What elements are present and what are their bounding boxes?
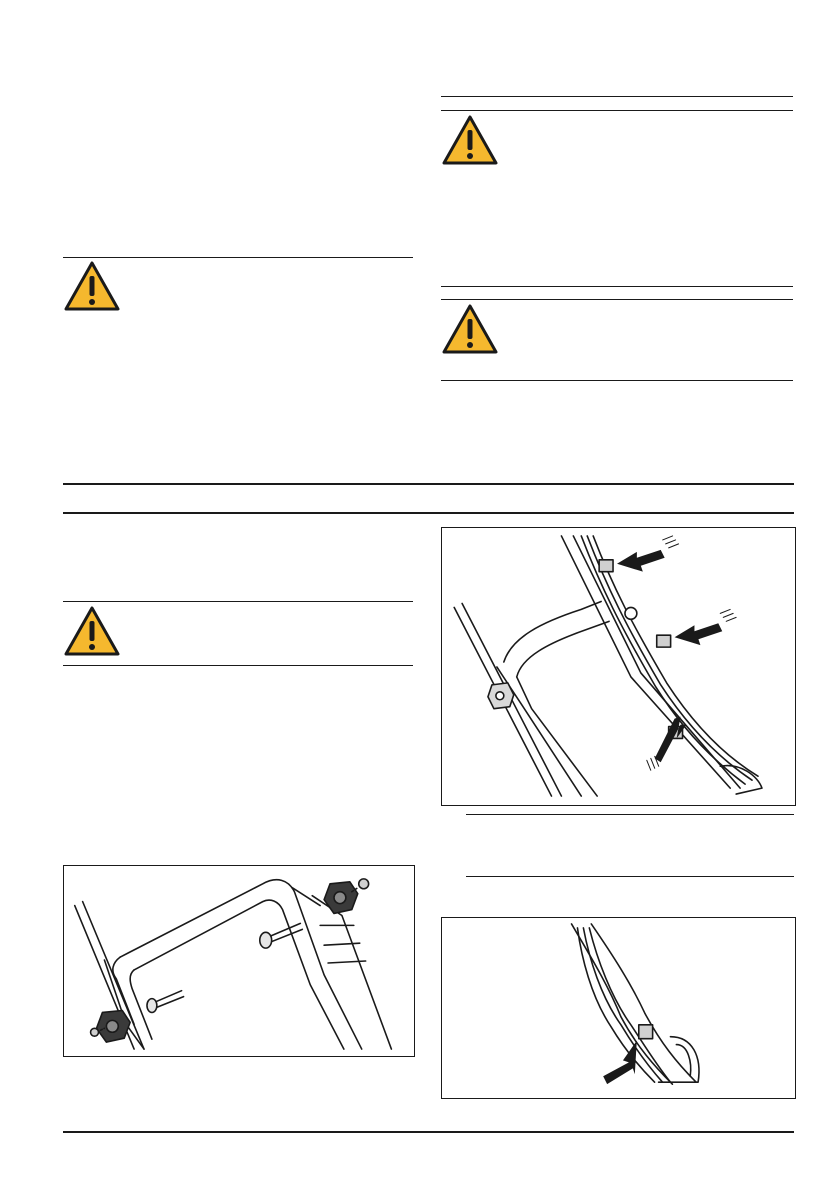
right-warning-rule-2b — [441, 299, 793, 300]
left-warning-rule-2b — [63, 665, 413, 666]
right-warning-rule-2a — [441, 286, 793, 287]
cable-clip-detail-illustration — [441, 917, 796, 1099]
note-rule-top — [466, 814, 794, 815]
left-warning-rule-top — [63, 257, 413, 258]
section-rule-top — [63, 483, 794, 485]
note-rule-bottom — [466, 876, 794, 877]
warning-triangle-icon — [63, 260, 121, 312]
right-warning-rule-1b — [441, 110, 793, 111]
right-warning-rule-2c — [441, 380, 793, 381]
footer-rule — [63, 1131, 794, 1133]
handle-assembly-illustration — [63, 865, 415, 1057]
section-rule-bottom — [63, 512, 794, 514]
warning-triangle-icon — [441, 114, 499, 166]
cable-clips-illustration — [441, 527, 796, 806]
pointer-arrow-icon — [603, 1041, 637, 1085]
warning-triangle-icon — [63, 605, 121, 657]
warning-triangle-icon — [441, 303, 499, 355]
left-warning-rule-2a — [63, 601, 413, 602]
right-warning-rule-1a — [441, 96, 793, 97]
